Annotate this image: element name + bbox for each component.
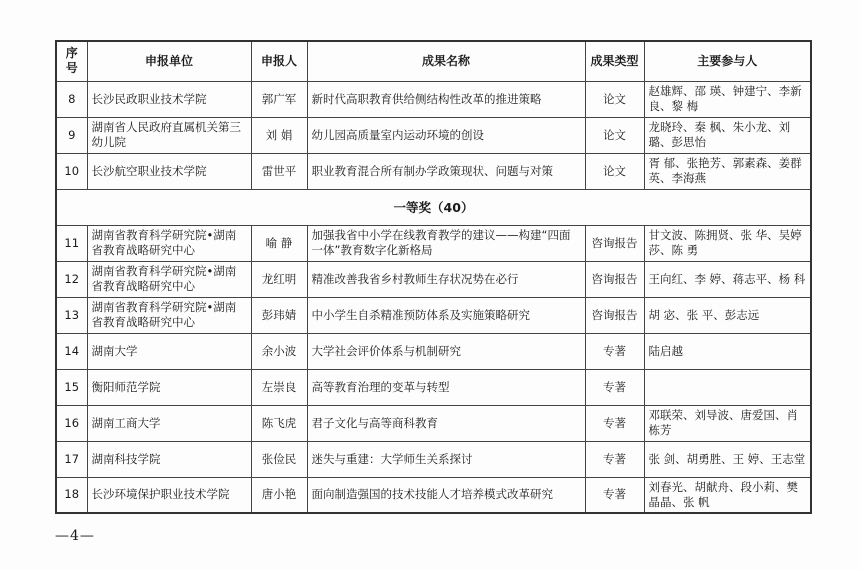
cell-type: 咨询报告 (585, 225, 644, 261)
table-row (56, 333, 811, 369)
cell-applicant: 刘 娟 (251, 117, 307, 153)
cell-participants: 王向红、李 婷、蒋志平、杨 科 (644, 261, 811, 297)
cell-title: 面向制造强国的技术技能人才培养模式改革研究 (307, 477, 585, 513)
cell-no: 13 (56, 297, 87, 333)
cell-type: 专著 (585, 333, 644, 369)
cell-no: 9 (56, 117, 87, 153)
cell-title: 加强我省中小学在线教育教学的建议——构建“四面一体”教育数字化新格局 (307, 225, 585, 261)
cell-no: 8 (56, 81, 87, 117)
cell-no: 14 (56, 333, 87, 369)
table-row (56, 153, 811, 189)
table-row (56, 369, 811, 405)
cell-no: 18 (56, 477, 87, 513)
section-row (56, 189, 811, 225)
header-title: 成果名称 (307, 41, 585, 81)
cell-title: 中小学生自杀精准预防体系及实施策略研究 (307, 297, 585, 333)
cell-unit: 湖南省教育科学研究院•湖南省教育战略研究中心 (87, 225, 251, 261)
cell-participants: 陆启越 (644, 333, 811, 369)
cell-unit: 长沙民政职业技术学院 (87, 81, 251, 117)
section-label: 一等奖（40） (56, 189, 811, 225)
cell-type: 咨询报告 (585, 297, 644, 333)
cell-no: 11 (56, 225, 87, 261)
table-row (56, 405, 811, 441)
cell-unit: 长沙环境保护职业技术学院 (87, 477, 251, 513)
cell-title: 精准改善我省乡村教师生存状况势在必行 (307, 261, 585, 297)
cell-title: 迷失与重建：大学师生关系探讨 (307, 441, 585, 477)
cell-title: 大学社会评价体系与机制研究 (307, 333, 585, 369)
cell-participants: 胥 郁、张艳芳、郭素森、姜群英、李海燕 (644, 153, 811, 189)
cell-type: 论文 (585, 153, 644, 189)
cell-participants: 赵雄辉、邵 瑛、钟建宁、李新良、黎 梅 (644, 81, 811, 117)
cell-applicant: 雷世平 (251, 153, 307, 189)
cell-participants: 胡 宓、张 平、彭志远 (644, 297, 811, 333)
cell-type: 论文 (585, 117, 644, 153)
cell-applicant: 唐小艳 (251, 477, 307, 513)
header-type: 成果类型 (585, 41, 644, 81)
header-applicant: 申报人 (251, 41, 307, 81)
cell-unit: 衡阳师范学院 (87, 369, 251, 405)
cell-type: 专著 (585, 405, 644, 441)
cell-title: 君子文化与高等商科教育 (307, 405, 585, 441)
cell-title: 职业教育混合所有制办学政策现状、问题与对策 (307, 153, 585, 189)
cell-type: 专著 (585, 369, 644, 405)
header-participants: 主要参与人 (644, 41, 811, 81)
table-header-row (56, 41, 811, 81)
cell-participants: 龙晓玲、秦 枫、朱小龙、刘 璐、彭思怡 (644, 117, 811, 153)
cell-applicant: 郭广军 (251, 81, 307, 117)
cell-applicant: 陈飞虎 (251, 405, 307, 441)
cell-applicant: 张俭民 (251, 441, 307, 477)
table-row (56, 261, 811, 297)
cell-unit: 湖南省人民政府直属机关第三幼儿院 (87, 117, 251, 153)
cell-unit: 湖南工商大学 (87, 405, 251, 441)
table-row (56, 297, 811, 333)
awards-table (55, 40, 812, 514)
cell-type: 论文 (585, 81, 644, 117)
cell-participants: 邓联荣、刘导波、唐爱国、肖栋芳 (644, 405, 811, 441)
cell-no: 17 (56, 441, 87, 477)
cell-unit: 湖南科技学院 (87, 441, 251, 477)
header-no: 序号 (56, 41, 87, 81)
cell-unit: 湖南省教育科学研究院•湖南省教育战略研究中心 (87, 297, 251, 333)
table-row (56, 441, 811, 477)
header-unit: 申报单位 (87, 41, 251, 81)
cell-participants: 刘春光、胡献舟、段小莉、樊晶晶、张 帆 (644, 477, 811, 513)
cell-applicant: 喻 静 (251, 225, 307, 261)
cell-no: 10 (56, 153, 87, 189)
cell-applicant: 余小波 (251, 333, 307, 369)
cell-applicant: 龙红明 (251, 261, 307, 297)
cell-participants (644, 369, 811, 405)
cell-participants: 张 剑、胡勇胜、王 婷、王志堂 (644, 441, 811, 477)
page-number: —4— (55, 528, 95, 544)
cell-applicant: 左崇良 (251, 369, 307, 405)
cell-title: 高等教育治理的变革与转型 (307, 369, 585, 405)
table-row (56, 225, 811, 261)
cell-no: 16 (56, 405, 87, 441)
cell-title: 新时代高职教育供给侧结构性改革的推进策略 (307, 81, 585, 117)
cell-unit: 长沙航空职业技术学院 (87, 153, 251, 189)
cell-type: 专著 (585, 477, 644, 513)
cell-title: 幼儿园高质量室内运动环境的创设 (307, 117, 585, 153)
cell-applicant: 彭玮婧 (251, 297, 307, 333)
cell-participants: 甘文波、陈拥贤、张 华、吴婷莎、陈 勇 (644, 225, 811, 261)
cell-type: 专著 (585, 441, 644, 477)
cell-no: 15 (56, 369, 87, 405)
table-row (56, 117, 811, 153)
cell-unit: 湖南省教育科学研究院•湖南省教育战略研究中心 (87, 261, 251, 297)
cell-no: 12 (56, 261, 87, 297)
table-row (56, 477, 811, 513)
cell-unit: 湖南大学 (87, 333, 251, 369)
table-row (56, 81, 811, 117)
cell-type: 咨询报告 (585, 261, 644, 297)
